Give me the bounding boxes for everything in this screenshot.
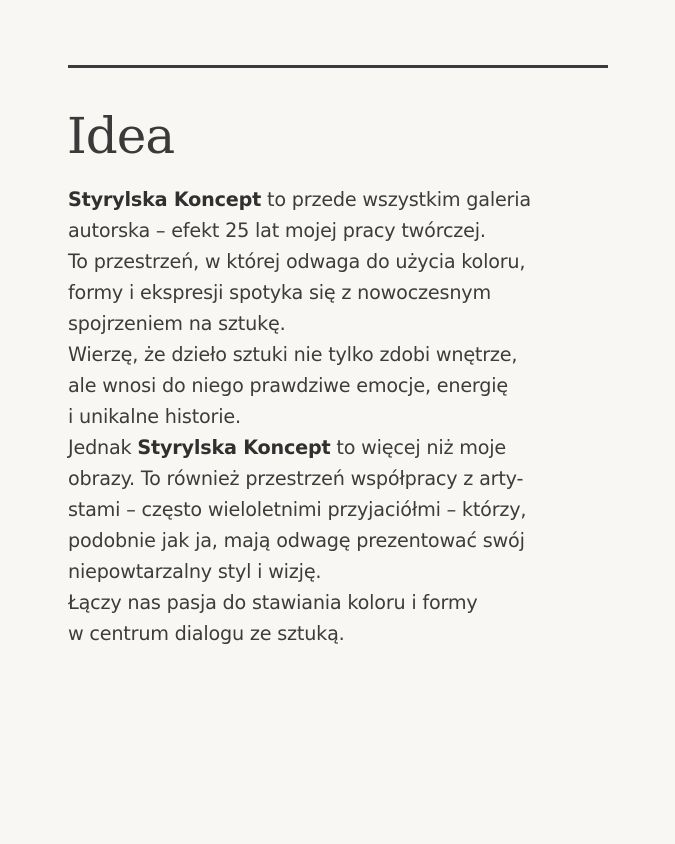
- paragraph-1-line-1-rest: to przede wszystkim galeria: [261, 188, 531, 211]
- paragraph-4-line-1: [68, 432, 628, 463]
- brand-name: Styrylska Koncept: [137, 436, 331, 459]
- paragraph-4-line-2: obrazy. To również przestrzeń współpracy z arty-: [68, 467, 524, 490]
- body-text: [68, 184, 628, 649]
- page-title: Idea: [67, 107, 175, 165]
- paragraph-4-line-4: podobnie jak ja, mają odwagę prezentować swój: [68, 529, 525, 552]
- paragraph-3-line-2: ale wnosi do niego prawdziwe emocje, energię: [68, 374, 508, 397]
- paragraph-4-line-1-post: to więcej niż moje: [330, 436, 507, 459]
- paragraph-1-line-1: [68, 184, 628, 215]
- brand-name: Styrylska Koncept: [68, 188, 262, 211]
- paragraph-5-line-1: Łączy nas pasja do stawiania koloru i formy: [68, 591, 478, 614]
- paragraph-3-line-1: Wierzę, że dzieło sztuki nie tylko zdobi wnętrze,: [68, 343, 518, 366]
- paragraph-4-line-3: stami – często wieloletnimi przyjaciółmi – którzy,: [68, 498, 527, 521]
- paragraph-3-line-3: i unikalne historie.: [68, 405, 241, 428]
- paragraph-2-line-1: To przestrzeń, w której odwaga do użycia koloru,: [68, 250, 526, 273]
- paragraph-4-line-5: niepowtarzalny styl i wizję.: [68, 560, 322, 583]
- paragraph-4-line-1-pre: Jednak: [68, 436, 138, 459]
- paragraph-2-line-2: formy i ekspresji spotyka się z nowoczesnym: [68, 281, 491, 304]
- divider-line: [68, 65, 608, 68]
- paragraph-2-line-3: spojrzeniem na sztukę.: [68, 312, 286, 335]
- paragraph-5-line-2: w centrum dialogu ze sztuką.: [68, 622, 345, 645]
- paragraph-1-line-2: autorska – efekt 25 lat mojej pracy twórczej.: [68, 219, 486, 242]
